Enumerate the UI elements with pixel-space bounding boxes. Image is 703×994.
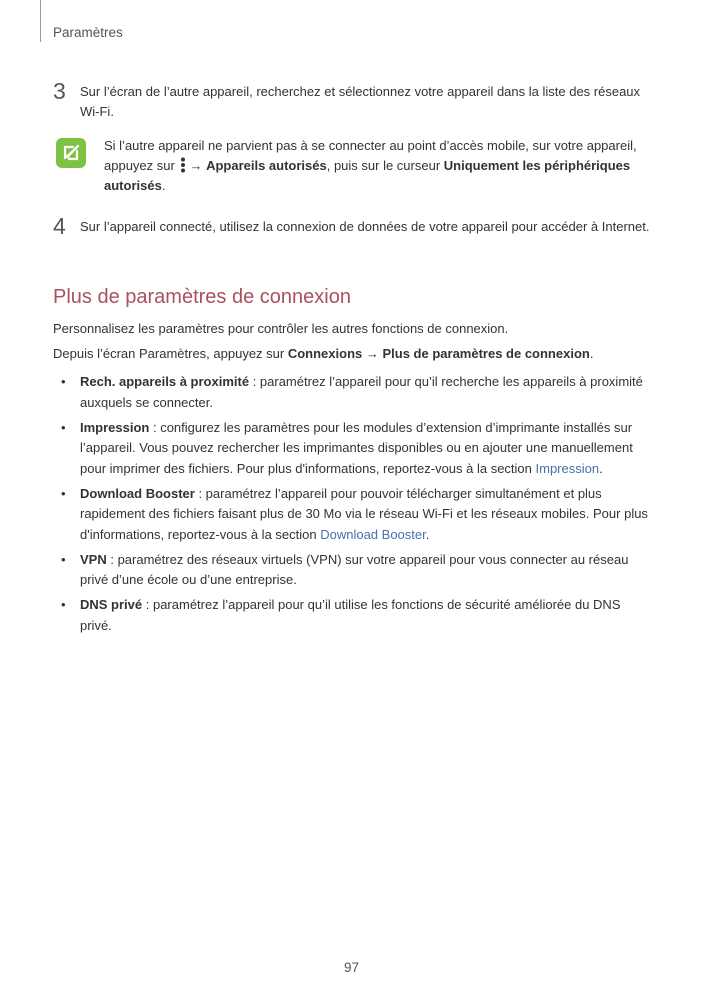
section-intro: Personnalisez les paramètres pour contrôler les autres fonctions de connexion. [53, 321, 509, 336]
step-3 [53, 78, 653, 122]
step-text: Sur l’appareil connecté, utilisez la connexion de données de votre appareil pour accéder à Internet. [80, 219, 650, 234]
bullet-icon: • [61, 597, 66, 612]
bullet-icon: • [61, 551, 66, 567]
bold-term: Download Booster [80, 485, 195, 501]
bullet-icon: • [61, 485, 66, 501]
page-number: 97 [343, 960, 360, 975]
note-text: Si l’autre appareil ne parvient pas à se connecter au point d’accès mobile, sur votre appareil, appuyez sur → Appareils autorisés, puis sur le curseur Uniquement les périphériques autorisés. [104, 138, 637, 193]
step-4 [53, 213, 653, 239]
page-corner-mark [40, 0, 41, 42]
list-item: • Download Booster : paramétrez l’appareil pour pouvoir télécharger simultanément et plus rapidement des fichiers faisant plus de 30 Mo via le réseau Wi-Fi et les réseaux mobiles. Pour plus d'informations, reportez-vous à la section Download Booster. [61, 485, 648, 542]
section-path: Depuis l’écran Paramètres, appuyez sur Connexions → Plus de paramètres de connexion. [53, 346, 594, 361]
page-header: Paramètres [53, 25, 123, 40]
list-item: • Rech. appareils à proximité : paramétrez l’appareil pour qu’il recherche les appareils à proximité auxquels se connecter. [61, 374, 643, 410]
bold-term: DNS privé [80, 597, 143, 612]
section-title: Plus de paramètres de connexion [53, 286, 351, 308]
step-number: 4 [53, 213, 66, 239]
bullet-icon: • [61, 374, 66, 389]
bold-term: VPN [80, 551, 107, 567]
note-pencil-icon [56, 138, 86, 168]
download-booster-link[interactable]: Download Booster [320, 526, 426, 542]
step-text: Sur l’écran de l’autre appareil, recherchez et sélectionnez votre appareil dans la liste des réseaux Wi-Fi. [80, 84, 641, 119]
list-item: • Impression : configurez les paramètres pour les modules d’extension d’imprimante installés sur l’appareil. Vous pouvez rechercher les imprimantes disponibles ou en ajouter une manuellement pour imprimer des fichiers. Pour plus d'informations, reportez-vous à la section Impression. [61, 419, 633, 476]
list-item: • VPN : paramétrez des réseaux virtuels (VPN) sur votre appareil pour vous connecter au réseau privé d’une école ou d’une entreprise. [61, 551, 629, 587]
bold-term: Impression [80, 419, 150, 435]
bold-term: Appareils autorisés [206, 158, 327, 173]
more-options-icon [180, 157, 186, 173]
bold-term: Uniquement les périphériques autorisés [104, 158, 631, 193]
bold-term: Rech. appareils à proximité [80, 374, 250, 389]
step-number: 3 [53, 78, 66, 104]
bullet-icon: • [61, 419, 66, 435]
note-block [53, 136, 653, 196]
impression-link[interactable]: Impression [535, 460, 600, 476]
options-list [53, 372, 653, 641]
list-item: • DNS privé : paramétrez l’appareil pour qu’il utilise les fonctions de sécurité améliorée du DNS privé. [61, 597, 621, 633]
